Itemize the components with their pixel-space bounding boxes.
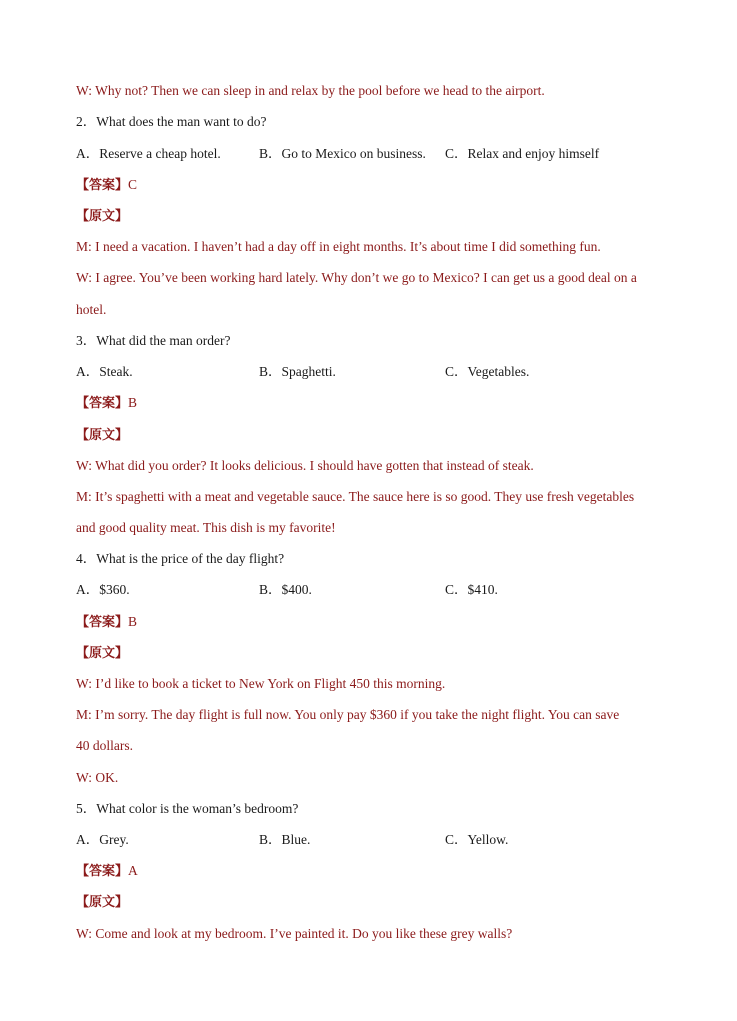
original-label: 【原文】 — [76, 895, 129, 910]
transcript-line: M: I need a vacation. I haven’t had a day off in eight months. It’s about time I did something fun. — [76, 239, 601, 254]
transcript-line: W: I’d like to book a ticket to New York on Flight 450 this morning. — [76, 676, 446, 691]
option-c: C．Vegetables. — [445, 364, 530, 379]
option-a: A．Steak. — [76, 364, 133, 379]
answer-value: C — [128, 177, 138, 192]
question-2: 2．What does the man want to do? — [76, 114, 267, 129]
transcript-line: M: I’m sorry. The day flight is full now. You only pay $360 if you take the night flight. You can save — [76, 707, 620, 722]
transcript-line: hotel. — [76, 302, 107, 317]
answer-line — [76, 613, 677, 632]
question-3: 3．What did the man order? — [76, 333, 231, 348]
option-a: A．Grey. — [76, 832, 129, 847]
transcript-line: M: It’s spaghetti with a meat and vegetable sauce. The sauce here is so good. They use fresh vegetables — [76, 489, 635, 504]
transcript-line: W: I agree. You’ve been working hard lately. Why don’t we go to Mexico? I can get us a good deal on a — [76, 270, 637, 285]
option-b: B．Go to Mexico on business. — [259, 146, 426, 161]
option-c: C．Relax and enjoy himself — [445, 146, 600, 161]
transcript-line: W: What did you order? It looks delicious. I should have gotten that instead of steak. — [76, 458, 534, 473]
original-text-label — [76, 207, 677, 226]
original-text-label — [76, 644, 677, 663]
original-label: 【原文】 — [76, 646, 129, 661]
answer-line — [76, 394, 677, 413]
transcript-line: W: Come and look at my bedroom. I’ve painted it. Do you like these grey walls? — [76, 926, 513, 941]
answer-label: 【答案】 — [76, 396, 129, 411]
transcript-line: and good quality meat. This dish is my favorite! — [76, 520, 336, 535]
original-label: 【原文】 — [76, 428, 129, 443]
answer-label: 【答案】 — [76, 615, 129, 630]
question-4: 4．What is the price of the day flight? — [76, 551, 285, 566]
answer-label: 【答案】 — [76, 178, 129, 193]
original-text-label — [76, 426, 677, 445]
answer-line — [76, 176, 677, 195]
option-b: B．Spaghetti. — [259, 364, 336, 379]
option-b: B．Blue. — [259, 832, 311, 847]
answer-value: B — [128, 395, 138, 410]
transcript-line: W: OK. — [76, 770, 119, 785]
option-c: C．$410. — [445, 582, 498, 597]
answer-label: 【答案】 — [76, 864, 129, 879]
option-c: C．Yellow. — [445, 832, 509, 847]
answer-line — [76, 862, 677, 881]
option-a: A．Reserve a cheap hotel. — [76, 146, 221, 161]
question-5: 5．What color is the woman’s bedroom? — [76, 801, 299, 816]
option-b: B．$400. — [259, 582, 312, 597]
answer-value: A — [128, 863, 138, 878]
option-a: A．$360. — [76, 582, 130, 597]
original-text-label — [76, 893, 677, 912]
transcript-line: 40 dollars. — [76, 738, 133, 753]
original-label: 【原文】 — [76, 209, 129, 224]
transcript-line: W: Why not? Then we can sleep in and relax by the pool before we head to the airport. — [76, 83, 545, 98]
answer-value: B — [128, 614, 138, 629]
